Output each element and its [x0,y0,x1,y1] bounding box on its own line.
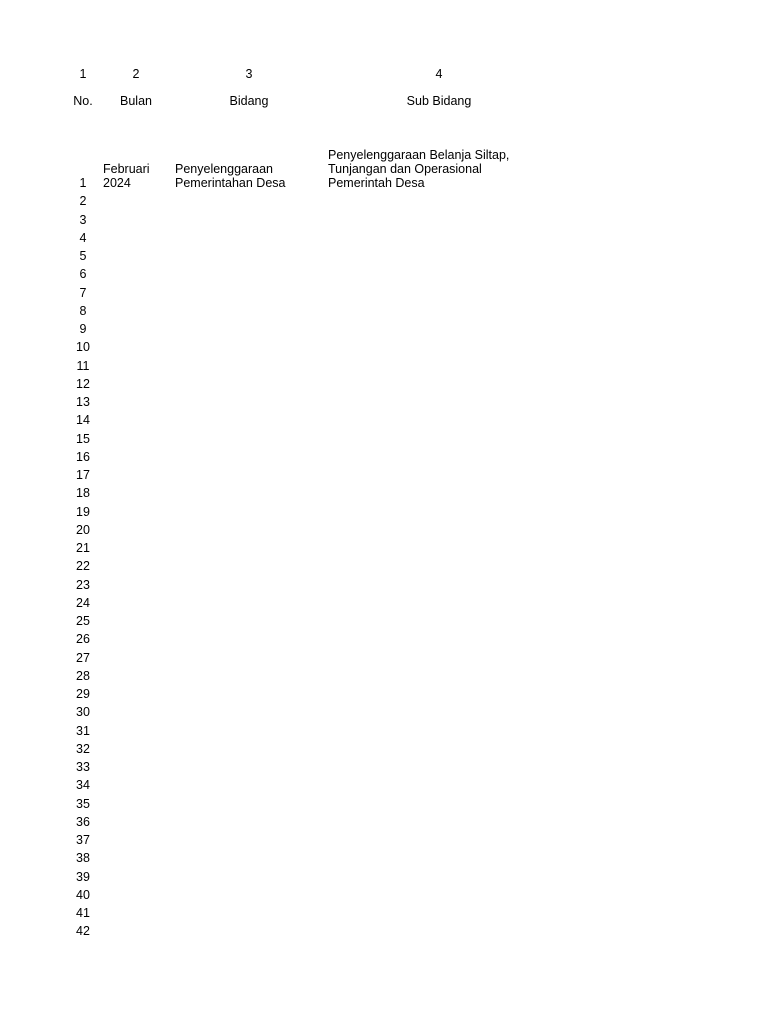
row-number: 42 [76,924,90,939]
cell-bidang-line2: Pemerintahan Desa [175,176,286,190]
row-number: 3 [79,212,87,227]
row-number: 9 [79,322,87,336]
header-bulan: Bulan [120,94,152,108]
row-number: 27 [76,650,90,665]
row-number: 21 [76,541,90,555]
row-number: 26 [76,632,90,647]
row-number: 19 [76,504,90,519]
row-number: 37 [76,833,90,847]
row-number: 40 [76,887,90,902]
row-number: 41 [76,906,90,920]
row-number: 17 [76,468,90,482]
cell-sub-bidang-line2: Tunjangan dan Operasional [328,162,482,176]
column-number-4: 4 [435,67,443,81]
row-number: 31 [76,723,90,738]
header-sub-bidang: Sub Bidang [406,94,472,108]
row-number: 6 [79,267,87,282]
row-number: 4 [79,230,87,245]
cell-bulan-line2: 2024 [103,176,131,190]
row-number: 14 [76,413,90,428]
column-number-1: 1 [79,67,87,81]
row-number: 20 [76,522,90,537]
row-number: 28 [76,668,90,683]
row-number: 34 [76,778,90,793]
row-number: 30 [76,705,90,720]
row-number: 23 [76,577,90,592]
row-number: 39 [76,869,90,884]
row-number: 13 [76,395,90,409]
row-number: 16 [76,449,90,464]
row-number: 32 [76,741,90,756]
row-number: 15 [76,431,90,446]
row-number: 24 [76,595,90,610]
header-no: No. [73,94,93,108]
row-number: 25 [76,614,90,628]
row-number: 22 [76,559,90,574]
row-number: 36 [76,814,90,829]
row-number: 7 [79,285,87,300]
row-number: 2 [79,194,87,209]
row-number: 5 [79,249,87,263]
column-number-2: 2 [132,67,140,81]
row-number-column [60,176,106,943]
row-number: 12 [76,376,90,391]
cell-sub-bidang-line1: Penyelenggaraan Belanja Siltap, [328,148,510,162]
row-number: 10 [76,340,90,355]
row-number: 38 [76,851,90,866]
column-number-3: 3 [245,67,253,81]
row-number: 8 [79,303,87,318]
cell-sub-bidang-line3: Pemerintah Desa [328,176,425,190]
row-number: 1 [79,176,87,190]
row-number: 35 [76,796,90,811]
row-number: 33 [76,760,90,774]
cell-bulan-line1: Februari [103,162,150,176]
row-number: 18 [76,486,90,501]
cell-bidang-line1: Penyelenggaraan [175,162,273,176]
header-bidang: Bidang [229,94,269,108]
row-number: 11 [76,358,90,373]
row-number: 29 [76,687,90,701]
